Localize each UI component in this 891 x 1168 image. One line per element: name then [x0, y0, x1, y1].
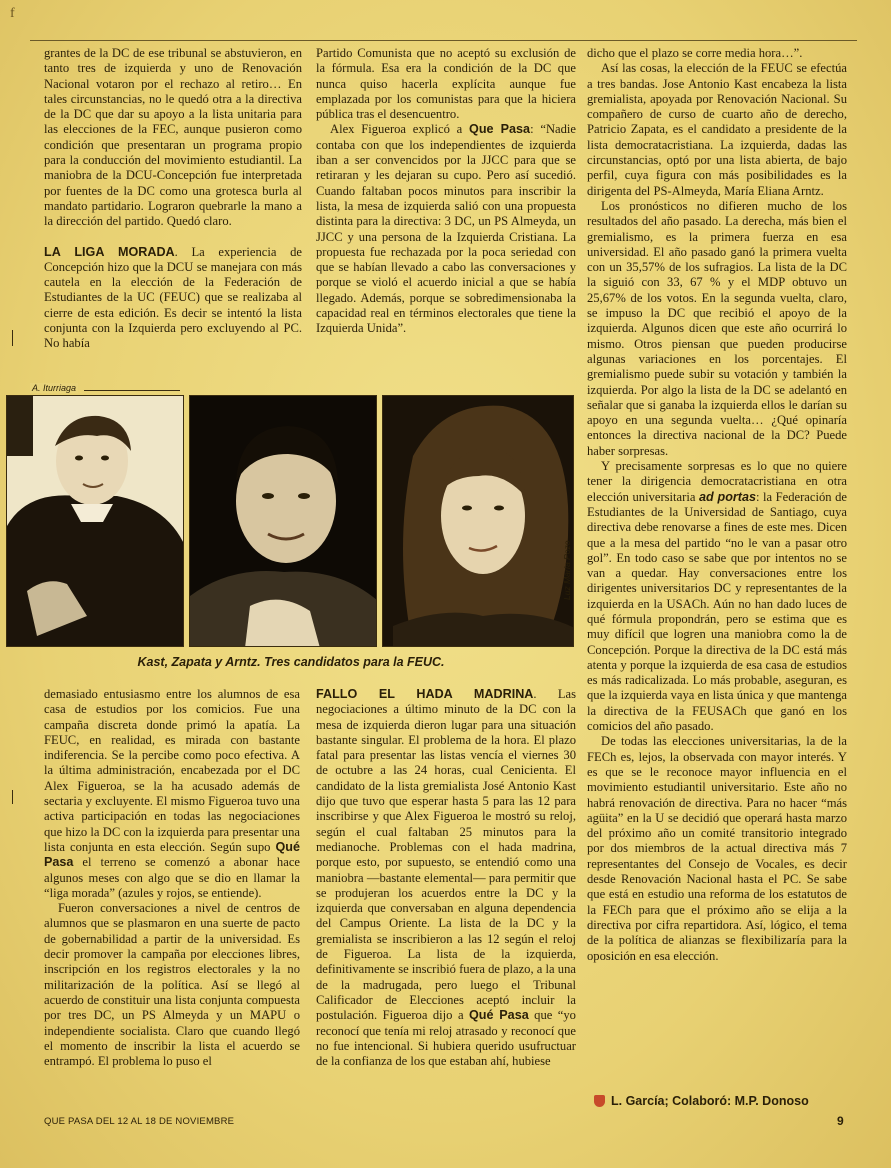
paragraph-text: que “yo reconocí que tenía mi reloj atrasado y reconocí que no fue intencional. Si hubiera querido usufructuar de la confianza de los que estaban ahí, hubiese [316, 1008, 576, 1069]
photo-arntz [382, 395, 574, 647]
paragraph [316, 122, 576, 336]
article-column-2 [316, 46, 576, 391]
margin-mark [12, 330, 13, 346]
paragraph: Los pronósticos no difieren mucho de los resultados del año pasado. La derecha, más bien el gremialismo, es la primera fuerza en esa universidad. El año pasado ganó la primera vuelta con un 35,57% de los sufragios. La lista de la DC la siguió con 33, 67 % y el MDP obtuvo un 25,67% de los votos. En la segunda vuelta, claro, se impuso la DC que recibió el apoyo de la izquierda. Algunos dicen que este año ocurrirá lo mismo. Otros piensan que pueden producirse algunas variaciones en los porcentajes. El gremialismo puede subir su votación y también la izquierda. Por algo la lista de la DC se adelantó en señalar que si ganaba la izquierda ellos le darían su apoyo en una segunda vuelta… ¿Qué opinaría entonces la directiva nacional de la DC? Puede haber sorpresas. [587, 198, 847, 458]
paragraph [44, 687, 300, 901]
paragraph-text: demasiado entusiasmo entre los alumnos de esa casa de estudios por los comicios. Fue una campaña discreta donde primó la apatía. La FEUC, en realidad, es mirada con bastante indiferencia. Se la percibe como poco efectiva. A la última administración, encabezada por el DC Alex Figueroa, se la ha acusado además de sectaria y excluyente. El mismo Figueroa tuvo una activa participación en todas las negociaciones que hizo la DC con la izquierda para presentar una lista conjunta en esta elección. Según supo [44, 687, 300, 854]
credit-rule [84, 390, 180, 391]
italic-phrase: ad portas [698, 489, 756, 504]
paragraph-text: el terreno se comenzó a abonar hace algunos meses con algo que se dio en llamar la “liga morada” (azules y rojos, se entiende). [44, 855, 300, 900]
paragraph: grantes de la DC de ese tribunal se abstuvieron, en tanto tres de izquierda y uno de Renovación Nacional votaron por el rechazo al retiro… En tales circunstancias, no le quedó otra a la directiva de la DC que dar su apoyo a la lista unitaria para las elecciones de la FEC, aunque pusieron como condición que presentaran un programa propio para la conducción del movimiento estudiantil. La maniobra de la DCU-Concepción fue interpretada por fuentes de la DC como una grotesca burla al mandato partidario. Lograron quebrarle la mano a la dirección del partido. Quedó claro. [44, 46, 302, 229]
article-column-1 [44, 46, 302, 391]
paragraph [44, 245, 302, 352]
paragraph: dicho que el plazo se corre media hora…”. [587, 46, 803, 60]
portrait-image [7, 396, 184, 647]
paragraph-text: Y precisamente sorpresas es lo que no quiere tener la dirigencia democratacristiana en otra elección universitaria [587, 459, 847, 504]
top-rule [30, 40, 857, 41]
page-number: 9 [837, 1114, 844, 1128]
paragraph: Fueron conversaciones a nivel de centros de alumnos que se plasmaron en una suerte de pacto de gobernabilidad a partir de la universidad. Es decir promover la campaña por elecciones libres, inscripción en los registros electorales y la no militarización de la política. Así se llegó al acuerdo de constituir una lista conjunta compuesta por tres DC, un PS Almeyda y un MAPU o independiente socialista. Claro que cuando llegó el momento de inscribir la lista el acuerdo se entrampó. El problema lo puso el [44, 901, 300, 1069]
paragraph-text: . La experiencia de Concepción hizo que la DCU se manejara con más cautela en la elección de la Federación de Estudiantes de la UC (FEUC) que se realizaba al cierre de esta edición. Es decir se intentó la lista conjunta con la Izquierda pero excluyendo al PC. No había [44, 244, 302, 351]
magazine-name: Que Pasa [469, 122, 531, 137]
paragraph-text: : “Nadie contaba con que los independientes de izquierda iban a ser convencidos por la JJCC para que se retiraran y les dejaran su cupo. Pero así sucedió. Cuando faltaban pocos minutos para inscribir la lista, la mesa de izquierda salió con una propuesta distinta para la directiva: 3 DC, un PS Almeyda, un JJCC y una persona de la Izquierda Cristiana. La propuesta fue rechazada por la poca seriedad con que se habían llevado a cabo las conversaciones y porque se violó el acuerdo inicial a que se había llegado. Además, porque se sobredimensionaba la capacidad real en términos electorales que tiene la Izquierda Unida”. [316, 122, 576, 336]
subheading-hada-madrina: FALLO EL HADA MADRINA [316, 687, 534, 701]
paragraph-text: : la Federación de Estudiantes de la Universidad de Santiago, cuya directiva debe renovarse a fines de este mes. Dicen que a la mesa del partido “no le van a pasar otro gol”. En todo caso se sabe que por intentos no se van a quedar. Hay conversaciones entre los dirigentes universitarios DC y representantes de la izquierda en la USACh. Aún no han dado luces de qué fórmula propondrán, pero se estima que es muy difícil que logren una maniobra como la de Concepción. Porque la directiva de la DC está más atenta y porque la izquierda de esa casa de estudios es más radicalizada. Lo más probable, aseguran, es que la izquierda vaya en lista única y que mantenga la directiva de la FEUSACh que ganó en los comicios del año pasado. [587, 489, 847, 734]
footer-issue: QUE PASA DEL 12 AL 18 DE NOVIEMBRE [44, 1116, 235, 1127]
scan-mark: f [10, 6, 15, 21]
magazine-name: Qué Pasa [468, 1008, 529, 1023]
paragraph [316, 687, 576, 1069]
article-column-4 [44, 687, 300, 1099]
photo-kast [6, 395, 184, 647]
photo-credit-top: A. Iturriaga [32, 383, 77, 393]
photo-credit-side: Luz María Pozo [562, 540, 572, 600]
photo-strip [6, 395, 576, 647]
paragraph: De todas las elecciones universitarias, la de la FECh es, lejos, la observada con mayor interés. Y es que se le reconoce mayor influencia en el movimiento estudiantil universitario. Este año no habrá renovación de directiva. Para no hacer “más agüita” en la U se decidió que operará hasta marzo del próximo año un comité transitorio integrado por dos miembros de la actual directiva más 7 representantes del Consejo de Vocales, es decir desde Renovación Nacional hasta el PC. Se sabe que está en estudio una reforma de los estatutos de la FECh para que el próximo año se elija a la directiva por cifra repartidora. Así, lógico, el tema de la política de alianzas se flexibilizaría para la oposición en esa elección. [587, 734, 847, 963]
shield-icon [594, 1095, 605, 1107]
paragraph-text: . Las negociaciones a último minuto de la DC con la mesa de izquierda dieron lugar para una situación bastante singular. El problema de la hora. El plazo fatal para presentar las listas vencía el viernes 30 de octubre a las 24 horas, cual Cenicienta. El candidato de la lista gremialista José Antonio Kast dijo que tuvo que esperar hasta 5 para las 12 para inscribirse y que Alex Figueroa le mostró su reloj, según el cual faltaban 25 minutos para la medianoche. Problemas con el hada madrina, porque esto, por supuesto, se entendió como una maniobra —bastante elemental— para permitir que se produjeran los acuerdos entre la DC y la izquierda que conversaban en alguna dependencia del Campus Oriente. La lista de la DC y la gremialista se inscribieron a las 12 según el reloj de Figueroa. La lista de la izquierda, definitivamente se inscribió fuera de plazo, a la una de la madrugada, pero luego el Tribunal Calificador de Elecciones aceptó incluir la postulación. Figueroa dijo a [316, 687, 576, 1023]
portrait-image [190, 396, 377, 647]
paragraph [587, 459, 847, 734]
article-column-5 [316, 687, 576, 1099]
margin-mark [12, 790, 13, 804]
photo-caption: Kast, Zapata y Arntz. Tres candidatos para la FEUC. [137, 655, 445, 669]
byline [594, 1094, 809, 1108]
paragraph: Partido Comunista que no aceptó su exclusión de la fórmula. Esa era la condición de la DC que nunca quiso hacerla explícita aunque fue emplazada por los comunistas para que la hiciera pública tras el desencuentro. [316, 46, 576, 122]
paragraph-text: Alex Figueroa explicó a [330, 122, 470, 137]
subheading-liga-morada: LA LIGA MORADA [44, 244, 175, 259]
paragraph: Así las cosas, la elección de la FEUC se efectúa a tres bandas. Jose Antonio Kast encabeza la lista gremialista, apoyada por Renovación Nacional. Su compañero de curso de cuarto año de derecho, Patricio Zapata, es el candidato a presidente de la lista democratacristiana. La izquierda, dadas las circunstancias, optó por una lista abierta, de bajo perfil, cuya figura con más posibilidades es la dirigenta del PS-Almeyda, María Eliana Arntz. [587, 61, 847, 198]
portrait-image [383, 396, 574, 647]
photo-zapata [189, 395, 377, 647]
magazine-name: Qué Pasa [44, 839, 300, 870]
article-column-3 [587, 46, 847, 1094]
byline-text: L. García; Colaboró: M.P. Donoso [611, 1094, 809, 1108]
